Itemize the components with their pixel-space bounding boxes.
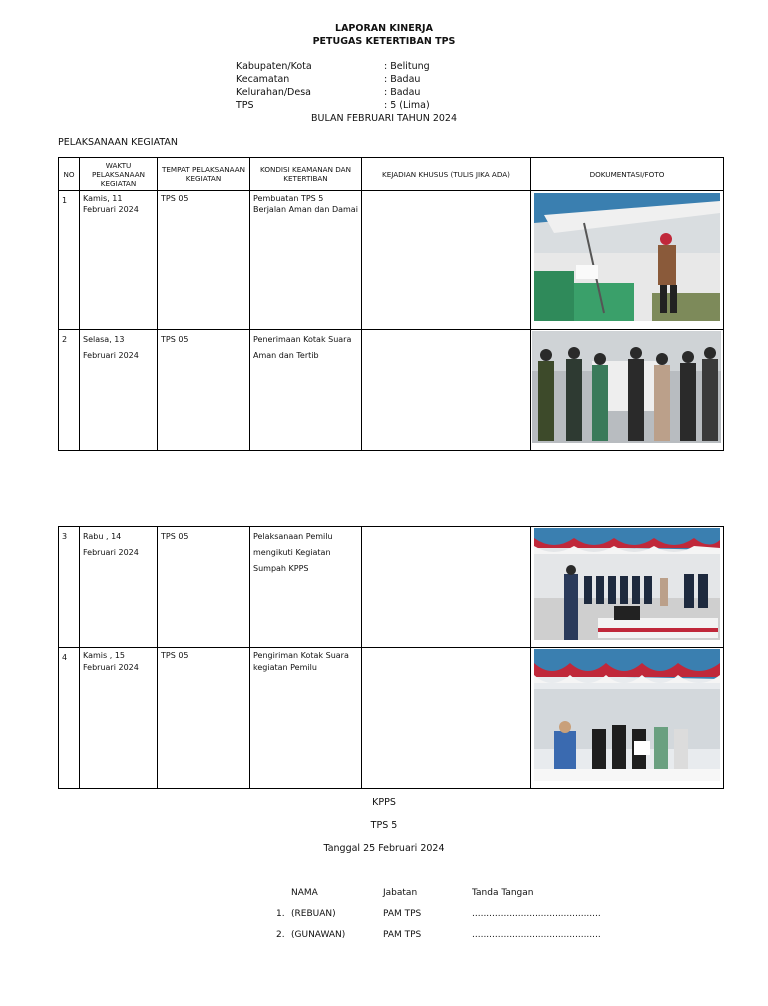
table-row (59, 527, 724, 648)
header-dokumentasi: DOKUMENTASI/FOTO (531, 158, 724, 191)
table-row (59, 191, 724, 330)
report-subtitle: PETUGAS KETERTIBAN TPS (312, 36, 456, 47)
col-nama: NAMA (291, 888, 318, 898)
header-kejadian: KEJADIAN KHUSUS (TULIS JIKA ADA) (362, 158, 531, 191)
col-jabatan: Jabatan (383, 888, 418, 898)
row-kejadian (362, 527, 531, 648)
signer-jabatan: PAM TPS (383, 909, 422, 919)
row-tempat: TPS 05 (158, 527, 250, 648)
row-waktu: Selasa, 13 Februari 2024 (80, 330, 158, 451)
signer-number: 2. (276, 930, 285, 940)
row-no: 4 (59, 648, 80, 789)
row-no: 3 (59, 527, 80, 648)
row-photo-cell (531, 527, 724, 648)
report-title: LAPORAN KINERJA (335, 23, 433, 34)
signature-line: ............................................. (472, 909, 601, 919)
photo-ballot-box-receipt (532, 331, 721, 443)
table-row (59, 330, 724, 451)
col-tanda-tangan: Tanda Tangan (472, 888, 534, 898)
info-value-kelurahan: : Badau (384, 87, 421, 98)
row-no: 2 (59, 330, 80, 451)
row-kondisi: Penerimaan Kotak Suara Aman dan Tertib (250, 330, 362, 451)
row-tempat: TPS 05 (158, 330, 250, 451)
row-kejadian (362, 648, 531, 789)
info-label-kecamatan: Kecamatan (236, 74, 290, 85)
row-tempat: TPS 05 (158, 648, 250, 789)
row-tempat: TPS 05 (158, 191, 250, 330)
table-header-row (59, 158, 724, 191)
row-waktu: Kamis , 15 Februari 2024 (80, 648, 158, 789)
header-waktu: WAKTU PELAKSANAAN KEGIATAN (80, 158, 158, 191)
row-kondisi: Pelaksanaan Pemilu mengikuti Kegiatan Sumpah KPPS (250, 527, 362, 648)
signer-name: (GUNAWAN) (291, 930, 346, 940)
signature-line: ............................................. (472, 930, 601, 940)
row-photo-cell (531, 648, 724, 789)
activity-table-page-2 (58, 526, 724, 789)
header-kondisi: KONDISI KEAMANAN DAN KETERTIBAN (250, 158, 362, 191)
row-kondisi: Pembuatan TPS 5 Berjalan Aman dan Damai (250, 191, 362, 330)
info-value-kabupaten: : Belitung (384, 61, 430, 72)
photo-tent-construction (534, 193, 720, 321)
row-photo-cell (531, 330, 724, 451)
footer-org: KPPS (372, 797, 396, 808)
info-label-kelurahan: Kelurahan/Desa (236, 87, 311, 98)
signer-jabatan: PAM TPS (383, 930, 422, 940)
signer-number: 1. (276, 909, 285, 919)
footer-tps: TPS 5 (370, 820, 398, 831)
info-label-kabupaten: Kabupaten/Kota (236, 61, 312, 72)
footer-date: Tanggal 25 Februari 2024 (323, 843, 445, 854)
info-value-kecamatan: : Badau (384, 74, 421, 85)
header-tempat: TEMPAT PELAKSANAAN KEGIATAN (158, 158, 250, 191)
row-kejadian (362, 330, 531, 451)
activity-table-page-1 (58, 157, 724, 451)
report-month: BULAN FEBRUARI TAHUN 2024 (310, 113, 458, 124)
photo-kpps-oath (534, 528, 720, 640)
info-value-tps: : 5 (Lima) (384, 100, 430, 111)
photo-ballot-box-delivery (534, 649, 720, 781)
header-no: NO (59, 158, 80, 191)
table-row (59, 648, 724, 789)
row-no: 1 (59, 191, 80, 330)
info-label-tps: TPS (236, 100, 254, 111)
row-kondisi: Pengiriman Kotak Suara kegiatan Pemilu (250, 648, 362, 789)
signer-name: (REBUAN) (291, 909, 336, 919)
section-title: PELAKSANAAN KEGIATAN (58, 137, 178, 148)
row-photo-cell (531, 191, 724, 330)
row-waktu: Kamis, 11 Februari 2024 (80, 191, 158, 330)
row-waktu: Rabu , 14 Februari 2024 (80, 527, 158, 648)
row-kejadian (362, 191, 531, 330)
